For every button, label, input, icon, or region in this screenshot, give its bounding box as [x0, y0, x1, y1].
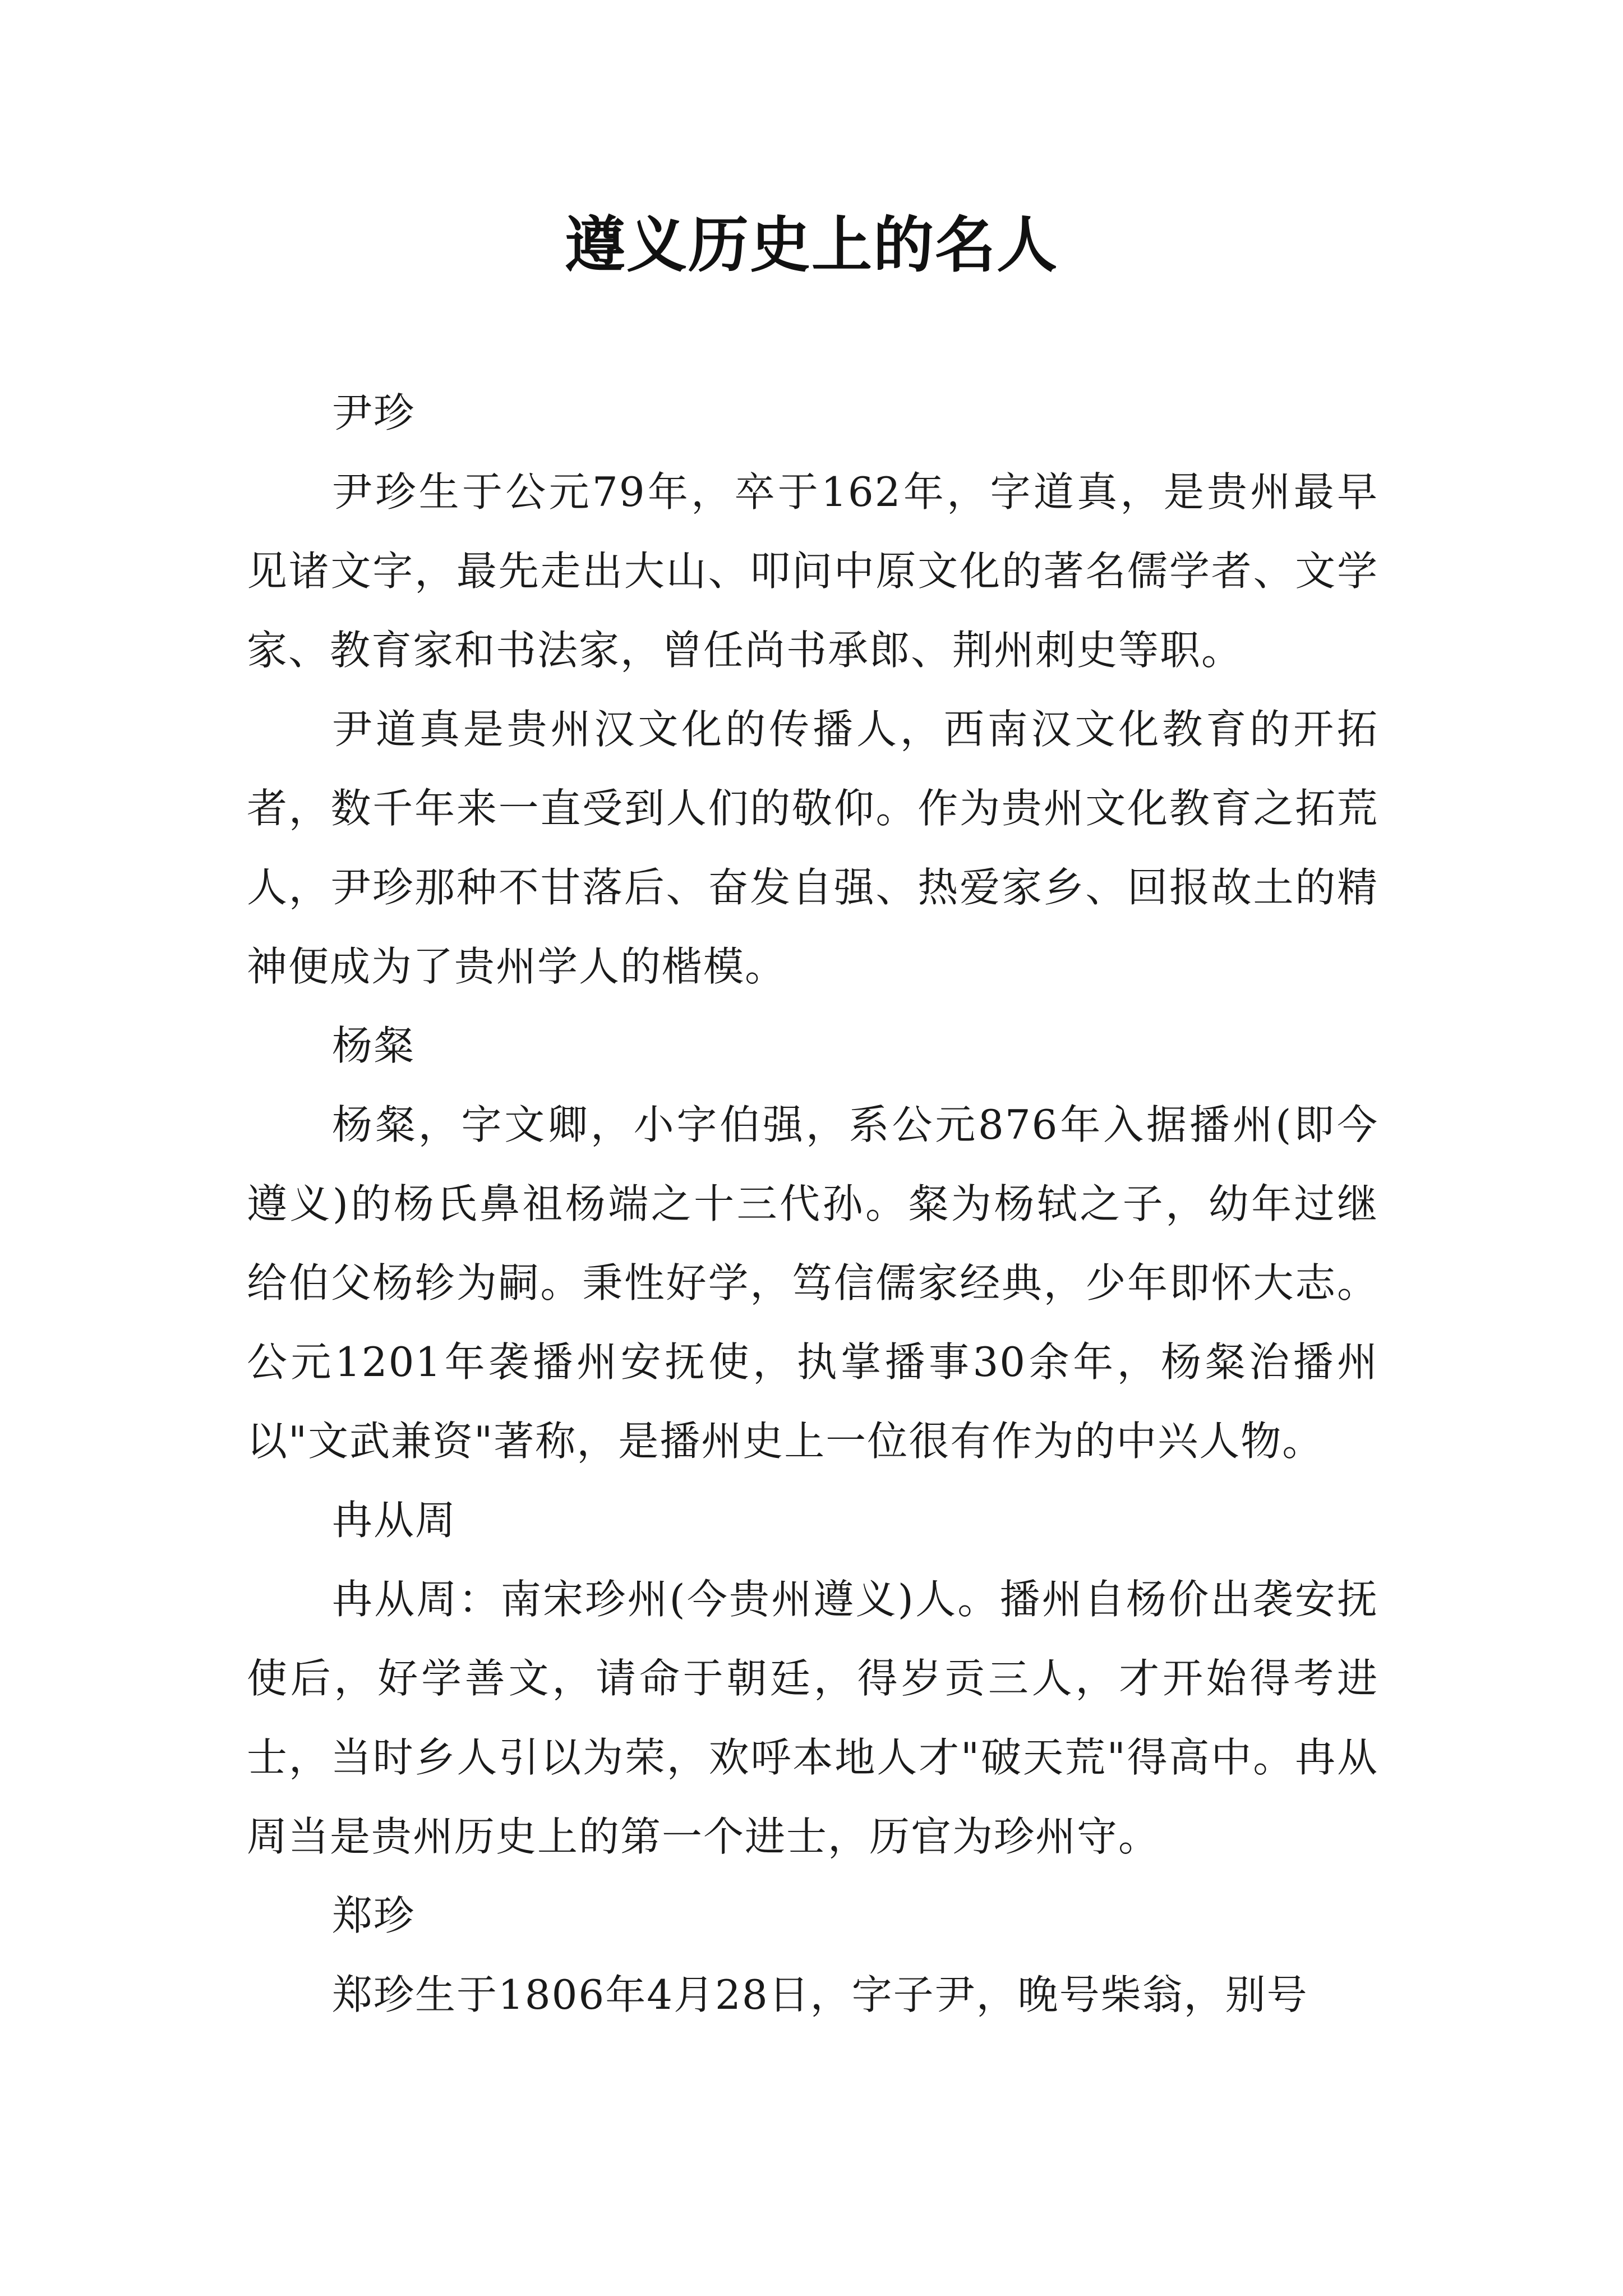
paragraph: 冉从周：南宋珍州(今贵州遵义)人。播州自杨价出袭安抚使后，好学善文，请命于朝廷，得岁贡三人，才开始得考进士，当时乡人引以为荣，欢呼本地人才"破天荒"得高中。冉从周当是贵州历史上的第一个进士，历官为珍州守。 — [247, 1576, 1378, 1860]
section-heading-ran-congzhou: 冉从周 — [332, 1497, 457, 1544]
paragraph: 尹道真是贵州汉文化的传播人，西南汉文化教育的开拓者，数千年来一直受到人们的敬仰。作为贵州文化教育之拓荒人，尹珍那种不甘落后、奋发自强、热爱家乡、回报故土的精神便成为了贵州学人的楷模。 — [247, 706, 1378, 990]
paragraph: 郑珍生于1806年4月28日，字子尹，晚号柴翁，别号 — [332, 1971, 1308, 2018]
section-heading-yin-zhen: 尹珍 — [332, 389, 416, 436]
document-title: 遵义历史上的名人 — [564, 210, 1058, 280]
section-heading-yang-can: 杨粲 — [332, 1022, 416, 1069]
document-body — [247, 374, 1378, 2035]
paragraph: 尹珍生于公元79年，卒于162年，字道真，是贵州最早见诸文字，最先走出大山、叩问中原文化的著名儒学者、文学家、教育家和书法家，曾任尚书承郎、荆州刺史等职。 — [247, 468, 1378, 674]
paragraph: 杨粲，字文卿，小字伯强，系公元876年入据播州(即今遵义)的杨氏鼻祖杨端之十三代孙。粲为杨轼之子，幼年过继给伯父杨轸为嗣。秉性好学，笃信儒家经典，少年即怀大志。公元1201年袭播州安抚使，执掌播事30余年，杨粲治播州以"文武兼资"著称，是播州史上一位很有作为的中兴人物。 — [247, 1101, 1378, 1465]
section-heading-zheng-zhen: 郑珍 — [332, 1892, 416, 1939]
